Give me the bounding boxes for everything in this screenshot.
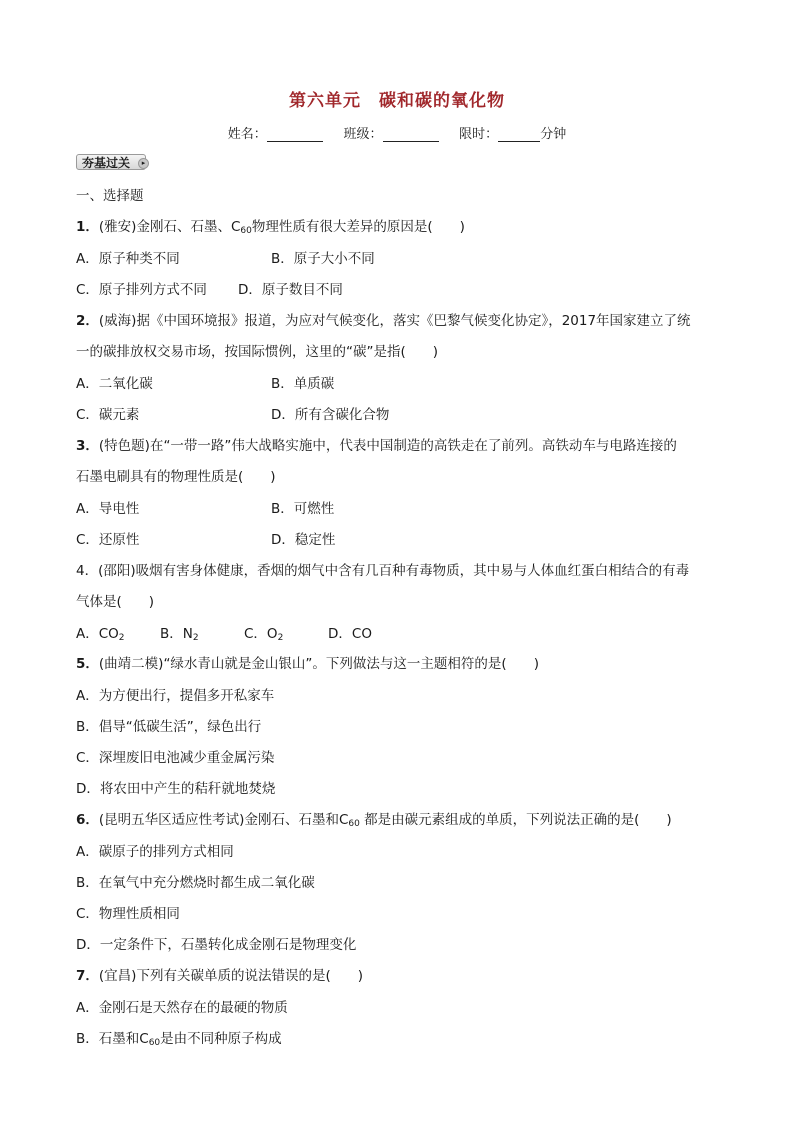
q4-option-b[interactable] <box>160 625 199 643</box>
name-blank[interactable] <box>267 127 323 142</box>
class-label: 班级： <box>343 127 383 142</box>
stem-text: (邵阳)吸烟有害身体健康，香烟的烟气中含有几百种有毒物质，其中易与人体血红蛋白相结合的有毒 <box>98 563 690 579</box>
stem-text: (昆明五华区适应性考试)金刚石、石墨和C <box>98 812 349 828</box>
question-number: 1． <box>76 219 99 235</box>
time-label: 限时： <box>459 127 499 142</box>
subscript: 60 <box>148 1038 161 1048</box>
q4-option-d[interactable]: D．CO <box>328 626 372 642</box>
student-info-row <box>0 123 794 142</box>
name-label: 姓名： <box>227 127 267 142</box>
stem-text: (曲靖二模)“绿水青山就是金山银山”。下列做法与这一主题相符的是( ) <box>98 656 539 672</box>
q1-option-c[interactable]: C．原子排列方式不同 <box>76 282 207 298</box>
q1-option-d[interactable]: D．原子数目不同 <box>238 282 343 298</box>
question-7-stem <box>76 967 363 985</box>
question-6-stem <box>76 811 672 829</box>
q6-option-c[interactable]: C．物理性质相同 <box>76 906 180 922</box>
q3-option-d[interactable]: D．稳定性 <box>271 532 336 548</box>
q5-option-b[interactable]: B．倡导“低碳生活”，绿色出行 <box>76 719 262 735</box>
question-number: 5． <box>76 656 99 672</box>
stem-text: (宜昌)下列有关碳单质的说法错误的是( ) <box>98 968 363 984</box>
option-text: B．石墨和C <box>76 1031 149 1047</box>
subscript: 2 <box>118 633 125 643</box>
question-3-stem-line2: 石墨电刷具有的物理性质是( ) <box>76 469 276 485</box>
q1-option-a[interactable]: A．原子种类不同 <box>76 251 180 267</box>
subscript: 2 <box>192 633 199 643</box>
time-blank[interactable] <box>498 127 540 142</box>
stem-text: (特色题)在“一带一路”伟大战略实施中，代表中国制造的高铁走在了前列。高铁动车与电路连接的 <box>98 438 677 454</box>
option-text: A．CO <box>76 626 119 642</box>
question-number: 2． <box>76 313 99 329</box>
q3-option-a[interactable]: A．导电性 <box>76 501 140 517</box>
q5-option-d[interactable]: D．将农田中产生的秸秆就地焚烧 <box>76 781 276 797</box>
question-3-stem-line1 <box>76 437 677 455</box>
q3-option-b[interactable]: B．可燃性 <box>271 501 335 517</box>
q6-option-a[interactable]: A．碳原子的排列方式相同 <box>76 844 234 860</box>
section-heading: 一、选择题 <box>76 188 144 204</box>
question-4-stem-line2: 气体是( ) <box>76 594 155 610</box>
stem-text: (威海)据《中国环境报》报道，为应对气候变化，落实《巴黎气候变化协定》，2017年国家建立了统 <box>98 313 691 329</box>
question-number: 3． <box>76 438 99 454</box>
subscript: 60 <box>240 226 252 236</box>
question-number: 7． <box>76 968 99 984</box>
question-1-stem <box>76 218 465 236</box>
q7-option-a[interactable]: A．金刚石是天然存在的最硬的物质 <box>76 1000 288 1016</box>
page-title: 第六单元 碳和碳的氧化物 <box>289 91 505 111</box>
option-text: C．O <box>244 626 278 642</box>
question-2-stem-line2: 一的碳排放权交易市场，按国际惯例，这里的“碳”是指( ) <box>76 344 439 360</box>
q4-option-a[interactable] <box>76 625 125 643</box>
time-unit: 分钟 <box>540 127 567 142</box>
option-text: B．N <box>160 626 193 642</box>
arrow-icon: ▸ <box>138 158 149 169</box>
question-4-stem-line1 <box>76 562 689 580</box>
section-badge <box>76 154 146 170</box>
q3-option-c[interactable]: C．还原性 <box>76 532 140 548</box>
class-blank[interactable] <box>383 127 439 142</box>
subscript: 60 <box>348 819 360 829</box>
q6-option-d[interactable]: D．一定条件下，石墨转化成金刚石是物理变化 <box>76 937 357 953</box>
question-5-stem <box>76 655 539 673</box>
q5-option-c[interactable]: C．深埋废旧电池减少重金属污染 <box>76 750 275 766</box>
q2-option-c[interactable]: C．碳元素 <box>76 407 140 423</box>
q5-option-a[interactable]: A．为方便出行，提倡多开私家车 <box>76 688 275 704</box>
question-number: 6． <box>76 812 99 828</box>
q7-option-b[interactable] <box>76 1030 282 1048</box>
stem-text: (雅安)金刚石、石墨、C <box>98 219 241 235</box>
question-2-stem-line1 <box>76 312 691 330</box>
question-number: 4． <box>76 563 99 579</box>
stem-text: 都是由碳元素组成的单质，下列说法正确的是( ) <box>359 812 672 828</box>
q2-option-d[interactable]: D．所有含碳化合物 <box>271 407 390 423</box>
q2-option-b[interactable]: B．单质碳 <box>271 376 335 392</box>
stem-text: 物理性质有很大差异的原因是( ) <box>251 219 465 235</box>
q6-option-b[interactable]: B．在氧气中充分燃烧时都生成二氧化碳 <box>76 875 315 891</box>
q1-option-b[interactable]: B．原子大小不同 <box>271 251 375 267</box>
option-text: 是由不同种原子构成 <box>160 1031 282 1047</box>
subscript: 2 <box>277 633 284 643</box>
q4-option-c[interactable] <box>244 625 283 643</box>
q2-option-a[interactable]: A．二氧化碳 <box>76 376 153 392</box>
badge-label: 夯基过关 <box>82 156 131 170</box>
